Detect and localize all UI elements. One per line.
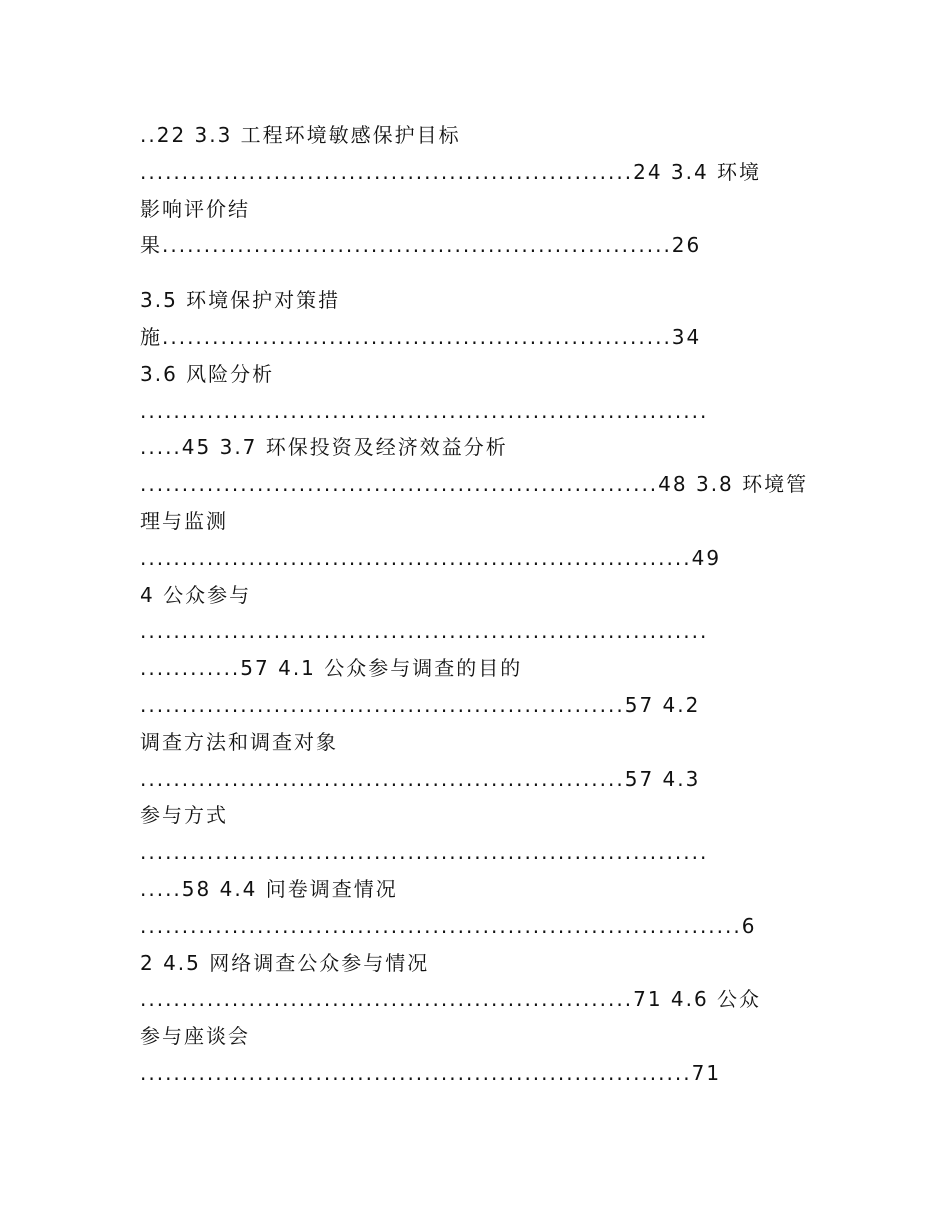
toc-line: .................................................................... xyxy=(140,619,709,644)
toc-line: 参与座谈会 xyxy=(140,1024,250,1049)
toc-line: ..........................................................57 4.2 xyxy=(140,692,701,717)
toc-line: 果.............................................................26 xyxy=(140,233,702,258)
paragraph-gap xyxy=(140,264,820,282)
toc-line: .....45 3.7 环保投资及经济效益分析 xyxy=(140,435,508,460)
toc-line: 影响评价结 xyxy=(140,196,250,221)
toc-line: ..................................................................49 xyxy=(140,545,722,570)
toc-line: ..22 3.3 工程环境敏感保护目标 xyxy=(140,123,461,147)
toc-line: 3.5 环境保护对策措 xyxy=(140,288,341,313)
toc-line: 调查方法和调查对象 xyxy=(140,729,338,754)
toc-line: ...........................................................24 3.4 环境 xyxy=(140,159,762,184)
toc-line: .....58 4.4 问卷调查情况 xyxy=(140,876,398,901)
toc-line: ..........................................................57 4.3 xyxy=(140,766,701,791)
toc-line: 理与监测 xyxy=(140,508,228,533)
toc-line: 2 4.5 网络调查公众参与情况 xyxy=(140,950,430,975)
toc-line: ..................................................................71 xyxy=(140,1060,722,1085)
toc-line: 施.............................................................34 xyxy=(140,324,702,349)
toc-line: ..............................................................48 3.8 环境管 xyxy=(140,472,809,497)
toc-line: .................................................................... xyxy=(140,398,709,423)
toc-line: ............57 4.1 公众参与调查的目的 xyxy=(140,656,523,681)
toc-line: 参与方式 xyxy=(140,803,228,828)
toc-line: .................................................................... xyxy=(140,840,709,865)
toc-line: ...........................................................71 4.6 公众 xyxy=(140,987,762,1012)
table-of-contents xyxy=(140,117,820,1092)
toc-line: ........................................................................6 xyxy=(140,913,757,938)
toc-line: 3.6 风险分析 xyxy=(140,361,275,386)
toc-line: 4 公众参与 xyxy=(140,582,252,607)
